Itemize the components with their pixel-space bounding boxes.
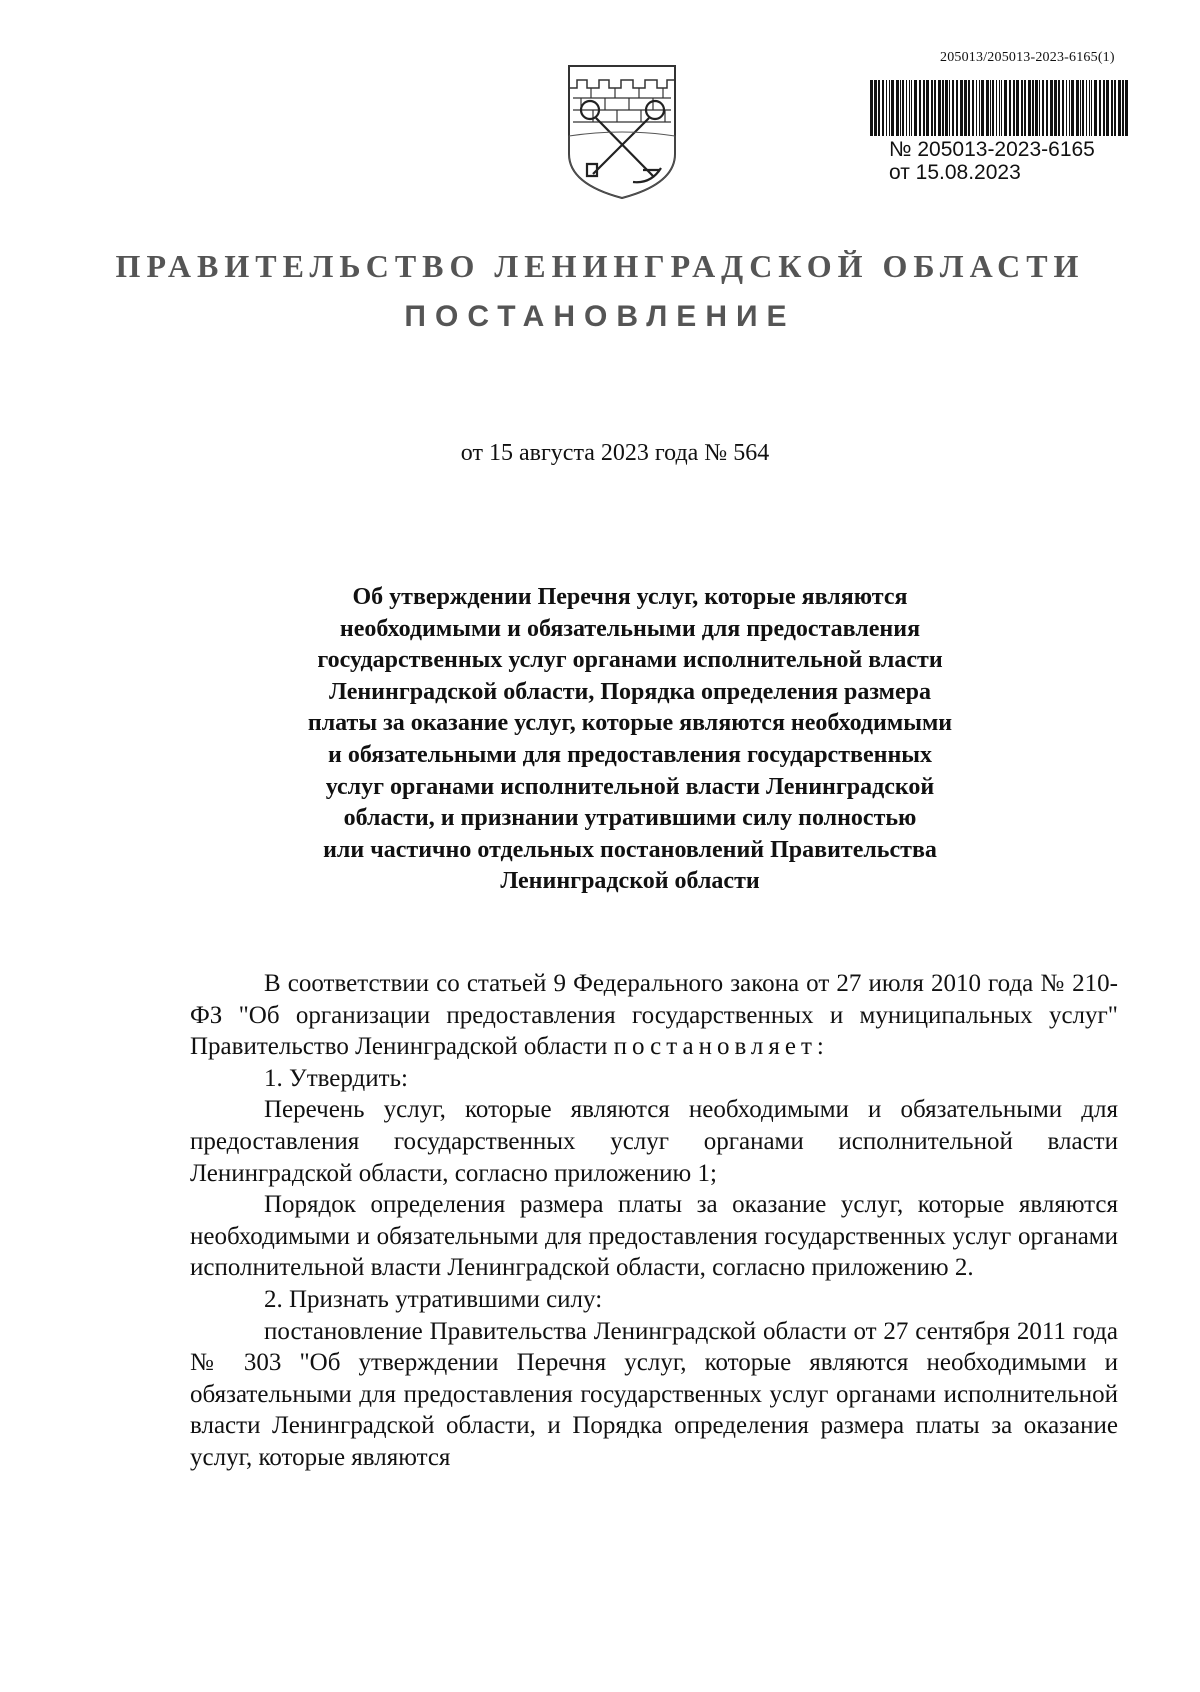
subject-line: области, и признании утратившими силу полностью — [343, 805, 917, 832]
barcode-bar — [919, 80, 921, 136]
barcode-bar — [923, 80, 925, 136]
subject-line: платы за оказание услуг, которые являются необходимыми — [307, 710, 953, 737]
decree-subject — [230, 582, 1030, 898]
subject-line: и обязательными для предоставления государственных — [327, 741, 933, 768]
item-1-order-paragraph: Порядок определения размера платы за оказание услуг, которые являются необходимыми и обязательными для предоставления государственных услуг органами исполнительной власти Ленинградской области, согласно приложению 2. — [190, 1191, 1118, 1282]
barcode-bar — [914, 80, 917, 136]
barcode-bar — [931, 80, 933, 136]
decree-body — [190, 968, 1118, 1474]
decree-date-number: от 15 августа 2023 года № 564 — [460, 440, 770, 466]
barcode-bar — [1028, 80, 1031, 136]
barcode-bar — [1089, 80, 1090, 136]
barcode-bar — [964, 80, 967, 136]
subject-line: или частично отдельных постановлений Правительства — [323, 836, 937, 863]
barcode-bar — [1080, 80, 1081, 136]
barcode-bar — [942, 80, 944, 136]
barcode-bar — [996, 80, 997, 136]
barcode-bar — [878, 80, 880, 136]
barcode-bar — [1106, 80, 1109, 136]
subject-line: государственных услуг органами исполнительной власти — [317, 647, 943, 674]
barcode-bar — [870, 80, 873, 136]
item-2-heading: 2. Признать утратившими силу: — [264, 1285, 603, 1313]
barcode-bar — [874, 80, 877, 136]
barcode-bar — [1042, 80, 1044, 136]
barcode-bar — [934, 80, 936, 136]
barcode-bar — [882, 80, 884, 136]
preamble-paragraph — [190, 968, 1118, 1063]
barcode-bar — [1069, 80, 1070, 136]
barcode-bar — [1076, 80, 1079, 136]
barcode-bar — [1066, 80, 1067, 136]
barcode-bar — [945, 80, 948, 136]
barcode-bar — [911, 80, 912, 136]
barcode-bar — [1046, 80, 1048, 136]
registration-number: № 205013-2023-6165 — [889, 138, 1095, 161]
subject-line: необходимыми и обязательными для предоставления — [339, 615, 921, 642]
barcode-bar — [1035, 80, 1038, 136]
barcode-bar — [1062, 80, 1064, 136]
subject-line: Об утверждении Перечня услуг, которые являются — [352, 584, 908, 610]
barcode-bar — [1013, 80, 1015, 136]
subject-line: Ленинградской области, Порядка определения размера — [328, 678, 932, 705]
barcode-bar — [1039, 80, 1040, 136]
decree-title: ПОСТАНОВЛЕНИЕ — [404, 300, 796, 333]
barcode-bar — [1024, 80, 1026, 136]
barcode-bar — [952, 80, 954, 136]
preamble-text: В соответствии со статьей 9 Федерального закона от 27 июля 2010 года № 210-ФЗ "Об организации предоставления государственных и муниципальных услуг" Правительство Ленинградской области — [190, 970, 1118, 1061]
barcode-bar — [990, 80, 991, 136]
barcode-bar — [1054, 80, 1057, 136]
resolves-word: постановляет: — [613, 1033, 829, 1061]
barcode-bar — [1050, 80, 1053, 136]
barcode-bar — [1094, 80, 1097, 136]
barcode-icon — [868, 80, 1130, 136]
barcode-bar — [1032, 80, 1034, 136]
leningrad-oblast-coat-of-arms-icon — [563, 58, 681, 202]
barcode-bar — [1103, 80, 1105, 136]
item-1-list-paragraph: Перечень услуг, которые являются необходимыми и обязательными для предоставления государственных услуг органами исполнительной власти Ленинградской области, согласно приложению 1; — [190, 1096, 1118, 1187]
subject-line: услуг органами исполнительной власти Ленинградской — [325, 773, 935, 800]
barcode-bar — [1001, 80, 1002, 136]
subject-line: Ленинградской области — [500, 868, 760, 895]
barcode-bar — [896, 80, 899, 136]
government-title: ПРАВИТЕЛЬСТВО ЛЕНИНГРАДСКОЙ ОБЛАСТИ — [115, 248, 1085, 284]
barcode-bar — [1058, 80, 1060, 136]
barcode-bar — [992, 80, 994, 136]
barcode-bar — [956, 80, 958, 136]
barcode-bar — [1016, 80, 1019, 136]
barcode-bar — [949, 80, 950, 136]
barcode-bar — [902, 80, 904, 136]
document-id: 205013/205013-2023-6165(1) — [940, 50, 1115, 65]
barcode-bar — [1099, 80, 1101, 136]
barcode-bar — [1009, 80, 1011, 136]
barcode-bar — [972, 80, 974, 136]
barcode-bar — [981, 80, 984, 136]
barcode-bar — [1114, 80, 1116, 136]
barcode-bar — [1111, 80, 1113, 136]
barcode-bar — [1086, 80, 1087, 136]
barcode-bar — [986, 80, 989, 136]
barcode-bar — [1021, 80, 1023, 136]
barcode-bar — [960, 80, 963, 136]
barcode-bar — [1122, 80, 1124, 136]
barcode-bar — [889, 80, 890, 136]
barcode-bar — [968, 80, 970, 136]
barcode-bar — [900, 80, 901, 136]
barcode-bar — [1004, 80, 1007, 136]
barcode-bar — [1082, 80, 1084, 136]
barcode-bar — [1118, 80, 1121, 136]
barcode-bar — [979, 80, 980, 136]
barcode-bar — [938, 80, 941, 136]
barcode-bar — [926, 80, 929, 136]
barcode-bar — [891, 80, 894, 136]
barcode-bar — [1071, 80, 1074, 136]
barcode-bar — [1125, 80, 1128, 136]
barcode-bar — [909, 80, 910, 136]
barcode-bar — [976, 80, 977, 136]
barcode-bar — [886, 80, 887, 136]
registration-date: от 15.08.2023 — [889, 161, 1021, 184]
barcode-bar — [1091, 80, 1092, 136]
item-2-repealed-paragraph: постановление Правительства Ленинградской области от 27 сентября 2011 года № 303 "Об утверждении Перечня услуг, которые являются необходимыми и обязательными для предоставления государственных услуг органами исполнительной власти Ленинградской области, и Порядка определения размера платы за оказание услуг, которые являются — [190, 1317, 1118, 1471]
barcode-bar — [906, 80, 907, 136]
item-1-heading: 1. Утвердить: — [264, 1064, 408, 1092]
barcode-bar — [999, 80, 1000, 136]
